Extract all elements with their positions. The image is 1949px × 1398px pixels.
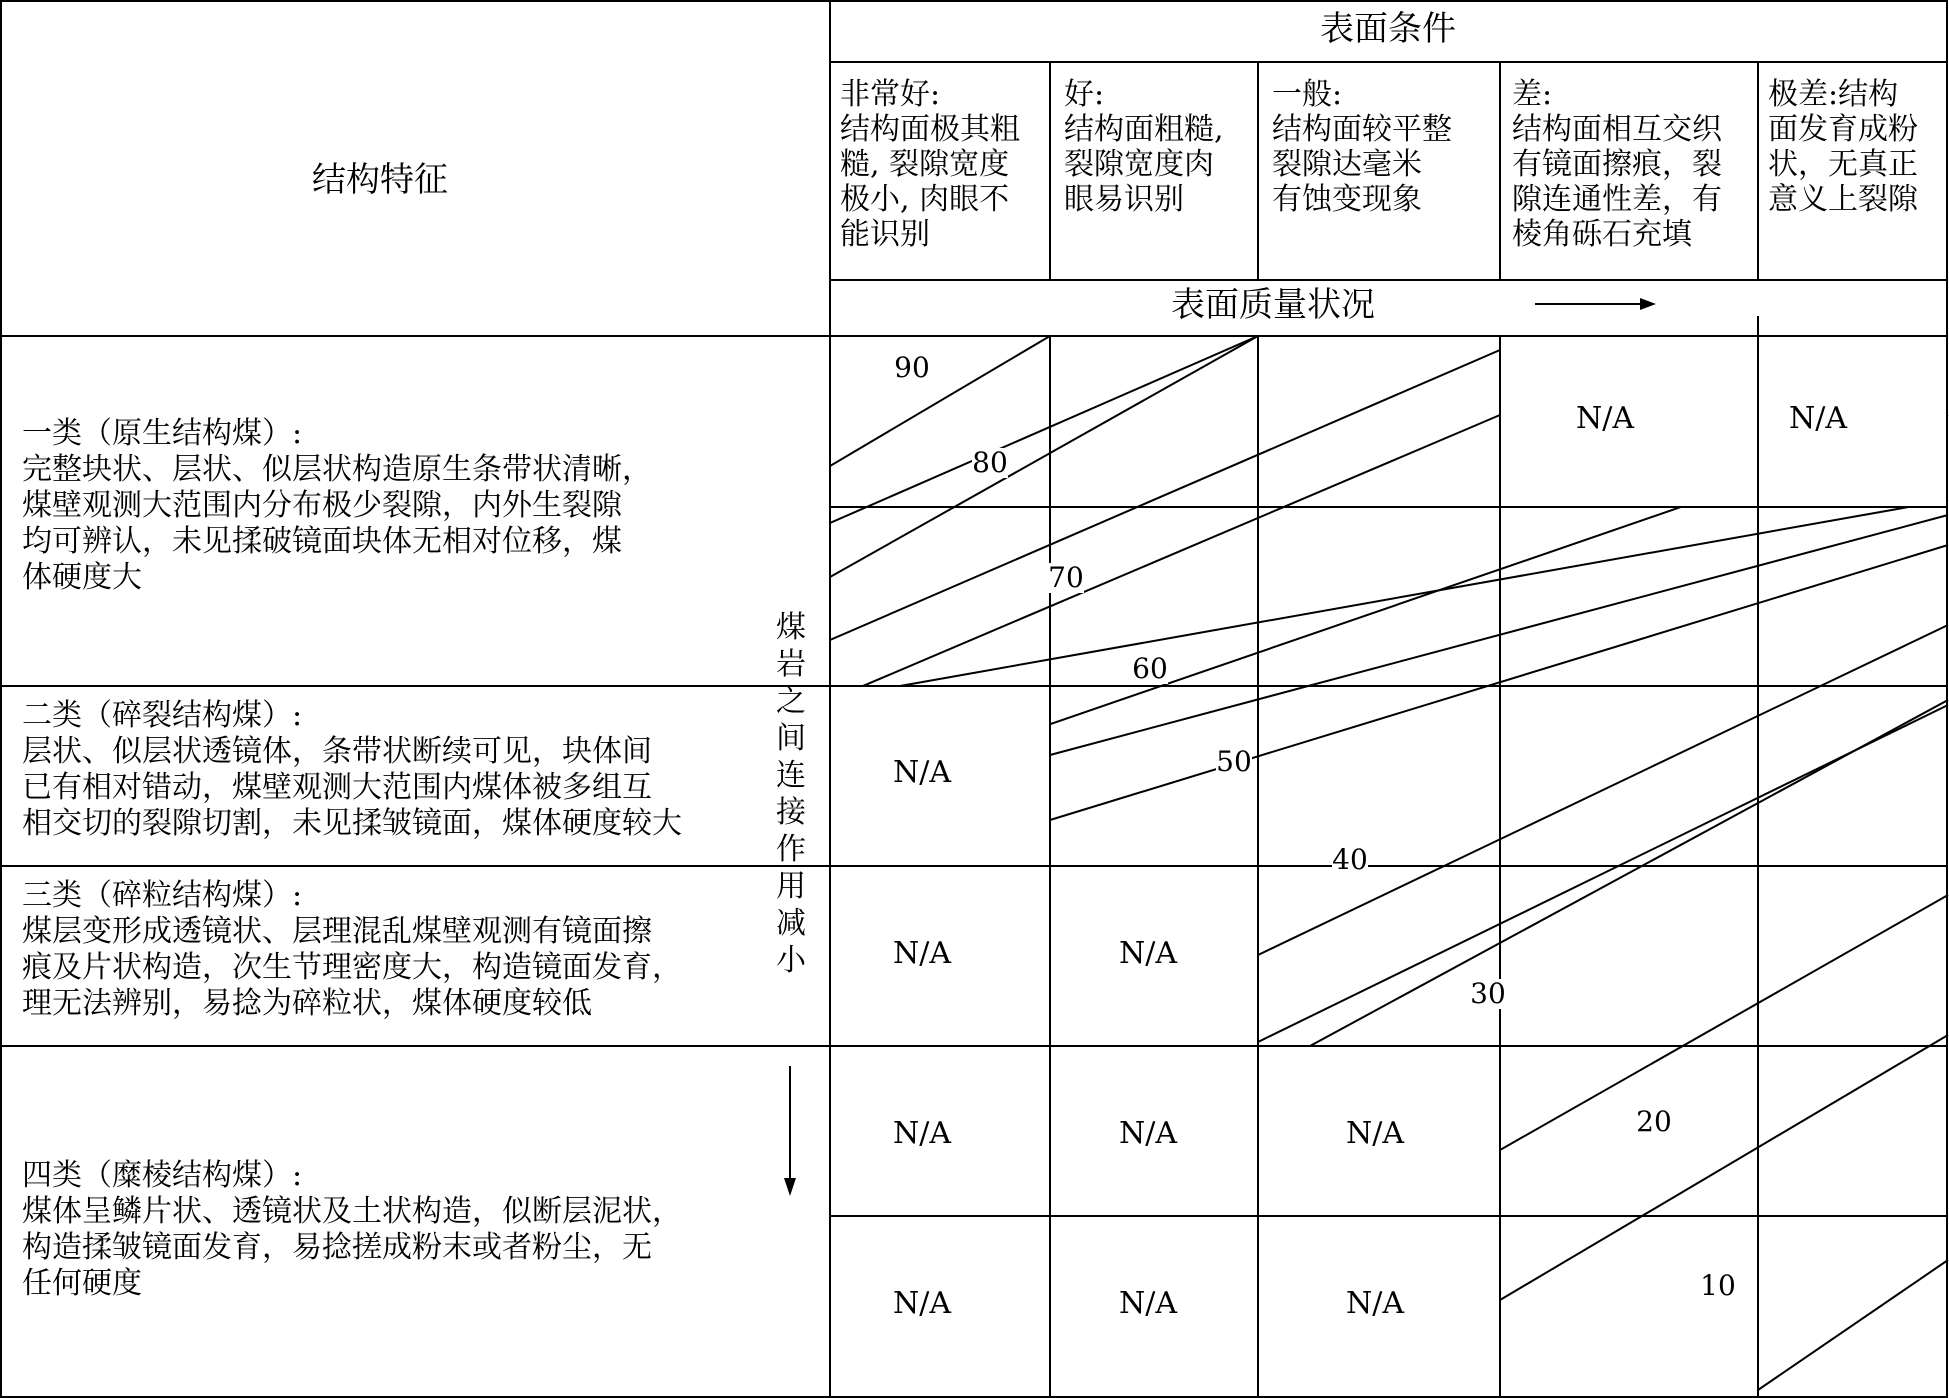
- row-header-line: 构造揉皱镜面发育，易捻搓成粉末或者粉尘，无: [22, 1230, 652, 1265]
- hatch-line: [1258, 625, 1948, 955]
- column-header-line: 极小, 肉眼不: [840, 182, 1010, 217]
- row-header-line: 完整块状、层状、似层状构造原生条带状清晰，: [22, 452, 652, 487]
- vertical-label-char: 煤: [776, 610, 806, 645]
- surface-quality-label: 表面质量状况: [1171, 285, 1375, 325]
- contour-label: 60: [1132, 652, 1168, 685]
- vertical-label-char: 岩: [776, 647, 806, 682]
- hatch-line: [1500, 1035, 1948, 1300]
- row-header-line: 二类（碎裂结构煤）:: [22, 698, 303, 733]
- column-header-line: 有镜面擦痕，裂: [1512, 147, 1722, 182]
- contour-label: 90: [894, 351, 930, 384]
- vertical-label-char: 接: [776, 795, 806, 830]
- column-header-line: 棱角砾石充填: [1512, 217, 1692, 252]
- na-label: N/A: [892, 1116, 952, 1151]
- na-label: N/A: [1345, 1286, 1405, 1321]
- na-label: N/A: [1118, 936, 1178, 971]
- na-label: N/A: [1788, 401, 1848, 436]
- column-header-line: 好:: [1064, 77, 1105, 112]
- row-header-line: 理无法辨别，易捻为碎粒状，煤体硬度较低: [22, 986, 592, 1021]
- contour-label: 20: [1636, 1105, 1672, 1138]
- row-header-line: 痕及片状构造，次生节理密度大，构造镜面发育，: [22, 950, 682, 985]
- hatch-line: [1500, 895, 1948, 1150]
- column-header-line: 裂隙宽度肉: [1064, 147, 1214, 182]
- arrow-right-icon: [1535, 298, 1656, 310]
- column-header-line: 状，无真正: [1768, 147, 1918, 182]
- hatch-line: [1310, 700, 1948, 1046]
- vertical-label-char: 间: [776, 721, 806, 756]
- column-header-line: 结构面较平整: [1272, 112, 1452, 147]
- column-header-line: 有蚀变现象: [1272, 182, 1422, 217]
- contour-label: 80: [972, 446, 1008, 479]
- hatch-line: [1758, 1260, 1948, 1390]
- row-header-line: 体硬度大: [22, 560, 142, 595]
- row-header-line: 三类（碎粒结构煤）:: [22, 878, 303, 913]
- vertical-label-char: 连: [776, 758, 806, 793]
- contour-label: 30: [1470, 977, 1506, 1010]
- column-header-line: 面发育成粉: [1768, 112, 1918, 147]
- vertical-label-char: 减: [776, 906, 806, 941]
- row-header-line: 煤层变形成透镜状、层理混乱煤壁观测有镜面擦: [22, 914, 652, 949]
- na-label: N/A: [1118, 1286, 1178, 1321]
- column-header-line: 隙连通性差，有: [1512, 182, 1722, 217]
- na-cell-mask: [1759, 337, 1946, 506]
- column-header-line: 意义上裂隙: [1768, 182, 1918, 217]
- na-label: N/A: [892, 936, 952, 971]
- row-header-line: 四类（糜棱结构煤）:: [22, 1158, 303, 1193]
- arrow-down-icon: [784, 1066, 796, 1196]
- row-header-line: 煤体呈鳞片状、透镜状及土状构造，似断层泥状，: [22, 1194, 682, 1229]
- column-header-line: 眼易识别: [1064, 182, 1184, 217]
- contour-label: 70: [1048, 561, 1084, 594]
- column-header-line: 能识别: [840, 217, 930, 252]
- contour-label: 10: [1700, 1269, 1736, 1302]
- row-header-line: 一类（原生结构煤）:: [22, 416, 303, 451]
- row-header-line: 相交切的裂隙切割，未见揉皱镜面，煤体硬度较大: [22, 806, 682, 841]
- na-label: N/A: [1575, 401, 1635, 436]
- row-header-line: 任何硬度: [22, 1266, 142, 1301]
- column-header-line: 结构面极其粗: [840, 112, 1020, 147]
- na-label: N/A: [1118, 1116, 1178, 1151]
- column-header-line: 非常好:: [840, 77, 941, 112]
- contour-label: 40: [1332, 843, 1368, 876]
- row-headers: [22, 416, 682, 1301]
- column-header-line: 糙, 裂隙宽度: [840, 147, 1010, 182]
- vertical-label-char: 之: [776, 684, 806, 719]
- column-header-line: 一般:: [1272, 77, 1343, 112]
- contour-label: 50: [1216, 745, 1252, 778]
- vertical-label-char: 小: [776, 943, 806, 978]
- row-header-line: 煤壁观测大范围内分布极少裂隙，内外生裂隙: [22, 488, 622, 523]
- vertical-label-char: 用: [776, 869, 806, 904]
- na-label: N/A: [1345, 1116, 1405, 1151]
- structure-label: 结构特征: [312, 160, 448, 200]
- hatch-line: [830, 336, 1050, 466]
- column-header-line: 结构面相互交织: [1512, 112, 1722, 147]
- surface-condition-title: 表面条件: [1320, 9, 1456, 49]
- na-label: N/A: [892, 755, 952, 790]
- column-header-line: 差:: [1512, 77, 1553, 112]
- vertical-label: [776, 610, 807, 978]
- vertical-label-char: 作: [776, 832, 806, 867]
- na-label: N/A: [892, 1286, 952, 1321]
- column-header-line: 结构面粗糙,: [1064, 112, 1224, 147]
- column-header-line: 极差:结构: [1768, 77, 1899, 112]
- row-header-line: 已有相对错动，煤壁观测大范围内煤体被多组互: [22, 770, 652, 805]
- row-header-line: 均可辨认，未见揉破镜面块体无相对位移，煤: [22, 524, 622, 559]
- column-header-line: 裂隙达毫米: [1272, 147, 1422, 182]
- row-header-line: 层状、似层状透镜体，条带状断续可见，块体间: [22, 734, 652, 769]
